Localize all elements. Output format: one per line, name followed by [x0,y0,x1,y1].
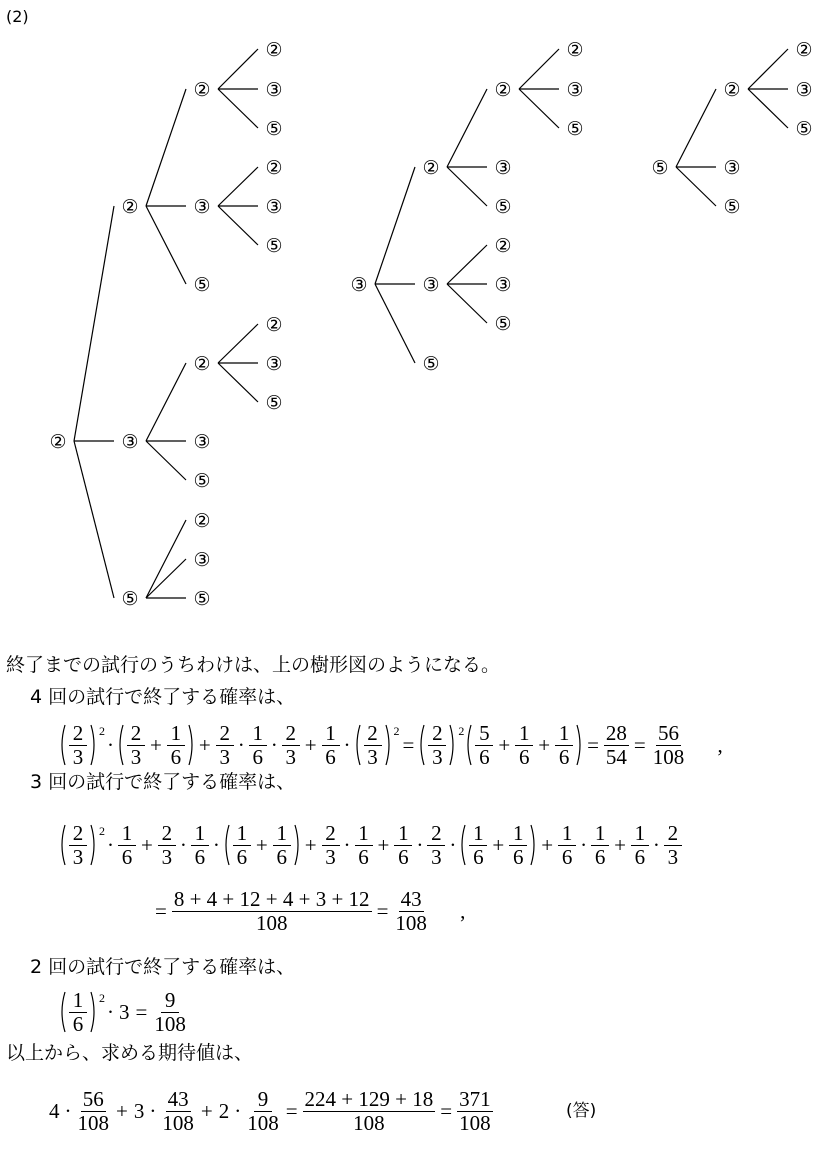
numerator: 1 [355,823,373,846]
tree-node: ② [193,353,211,375]
numerator: 1 [591,823,609,846]
left-paren [58,723,67,767]
answer-mark: (答) [566,1101,597,1121]
left-paren [58,823,67,867]
denominator: 6 [479,744,490,769]
fraction [509,820,527,869]
dot-operator: · [237,732,245,757]
fraction [428,720,446,769]
exponent: 2 [99,823,105,838]
fraction [69,820,87,869]
denominator: 6 [518,744,530,769]
fraction [303,1086,436,1135]
left-paren [353,723,362,767]
parenthesized-group [58,720,105,769]
denominator: 6 [473,844,484,869]
fraction [273,820,291,869]
fraction [355,820,373,869]
fraction [555,720,573,769]
tree-node: ⑤ [265,118,283,140]
tree-branch [676,89,716,167]
right-paren [448,723,457,767]
tree-branch [676,167,716,206]
numerator: 224 + 129 + 18 [304,1086,434,1111]
two-trials-text: 2 回の試行で終了する確率は、 [30,956,296,978]
tree-branch [218,167,258,206]
denominator: 6 [276,844,287,869]
fraction [191,820,209,869]
right-paren [89,823,98,867]
tree-node: ⑤ [494,196,512,218]
denominator: 6 [558,744,570,769]
right-paren [89,723,98,767]
tree-node: ② [265,157,283,179]
numerator: 28 [605,720,627,745]
numerator: 56 [658,720,679,745]
math-symbol: + [141,832,153,857]
right-paren [529,823,538,867]
fraction [591,820,609,869]
left-paren [58,990,67,1034]
denominator: 108 [162,1110,194,1135]
exponent: 2 [393,723,400,738]
fraction [282,720,300,769]
fraction [245,1086,281,1135]
numerator: 5 [475,723,493,746]
left-paren [464,723,473,767]
tree-branch [375,284,415,363]
right-paren [384,723,393,767]
fraction [172,886,372,935]
tree-branch [146,363,186,441]
numerator: 1 [322,723,340,746]
math-symbol: + [304,832,317,857]
fraction [457,1086,493,1135]
tree-node: ⑤ [265,235,283,257]
tree-node: ② [494,235,512,257]
tree-node: ② [193,510,211,532]
denominator: 3 [285,744,296,769]
denominator: 3 [367,744,378,769]
tree-branch [447,167,487,206]
math-symbol: + [200,1098,213,1123]
denominator: 3 [432,744,443,769]
denominator: 6 [194,844,206,869]
parenthesized-group [353,720,400,769]
numerator: 1 [167,723,185,746]
tree-node: ⑤ [422,353,440,375]
fraction [233,820,251,869]
tree-branch [218,324,258,363]
fraction [427,820,445,869]
tree-node: ③ [795,79,813,101]
fraction [631,820,649,869]
tree-branch [74,441,114,598]
fraction [167,720,185,769]
fraction [469,820,487,869]
dot-operator: · [580,832,588,857]
three-trials-text: 3 回の試行で終了する確率は、 [30,771,296,793]
tree-node: ③ [265,196,283,218]
math-symbol: = [587,732,599,757]
tree-node: ③ [121,431,139,453]
parenthesized-group [58,820,105,869]
numerator: 1 [555,723,573,746]
dot-operator: · [64,1098,72,1123]
dot-operator: · [212,832,220,857]
denominator: 108 [395,910,427,935]
equation-expected-value [46,1088,495,1134]
dot-operator: · [107,732,114,757]
denominator: 6 [325,744,336,769]
fraction [127,720,145,769]
numerator: 2 [664,823,682,846]
tree-node: ⑤ [193,274,211,296]
denominator: 3 [325,844,336,869]
tree-node: ⑤ [566,118,584,140]
denominator: 6 [398,844,409,869]
tree-node: ⑤ [121,588,139,610]
math-symbol: 2 [218,1098,230,1123]
dot-operator: · [270,732,278,757]
tree-node: ② [723,79,741,101]
tree-branch [519,89,559,128]
tree-node: ② [422,157,440,179]
math-symbol: + [541,832,554,857]
exponent: 2 [99,990,105,1005]
numerator: 2 [322,823,340,846]
tree-branch [218,89,258,128]
fraction [394,820,412,869]
denominator: 108 [652,744,685,769]
numerator: 1 [249,723,267,746]
tree-node: ⑤ [193,588,211,610]
math-symbol: , [433,898,466,923]
tree-node: ② [795,39,813,61]
math-symbol: + [538,732,551,757]
fraction [558,820,576,869]
dot-operator: · [652,832,660,857]
tree-branch [146,559,186,598]
math-symbol: + [304,732,317,757]
denominator: 3 [130,744,142,769]
math-symbol: + [150,732,162,757]
right-paren [187,723,196,767]
tree-node: ③ [193,196,211,218]
numerator: 2 [216,723,234,746]
denominator: 6 [252,744,263,769]
parenthesized-group [458,820,538,869]
dot-operator: · [179,832,187,857]
equation-three-trials [58,822,684,868]
fraction [475,720,493,769]
numerator: 1 [558,823,576,846]
tree-branch [146,206,186,284]
numerator: 1 [394,823,412,846]
equation-four-trials [58,722,726,768]
fraction [118,820,136,869]
numerator: 1 [273,823,291,846]
dot-operator: · [343,732,351,757]
tree-node: ② [121,196,139,218]
tree-branch [146,89,186,206]
tree-node: ③ [265,353,283,375]
tree-node: ③ [566,79,584,101]
tree-branch [74,206,114,441]
tree-node: ⑤ [494,313,512,335]
right-paren [293,823,302,867]
numerator: 2 [127,723,145,746]
parenthesized-group [58,987,105,1036]
four-trials-text: 4 回の試行で終了する確率は、 [30,686,296,708]
numerator: 1 [469,823,487,846]
math-symbol: = [440,1098,453,1123]
dot-operator: · [416,832,424,857]
tree-node: ⑤ [651,157,669,179]
left-paren [458,823,467,867]
parenthesized-group [116,720,196,769]
math-symbol: , [691,732,723,757]
numerator: 1 [191,823,209,846]
tree-node: ③ [494,157,512,179]
denominator: 6 [594,844,606,869]
fraction [322,820,340,869]
equation-two-trials [58,989,190,1035]
fraction [69,987,87,1036]
fraction [158,820,176,869]
math-symbol: + [614,832,626,857]
tree-branch [218,49,258,89]
math-symbol: = [402,732,415,757]
numerator: 2 [158,823,176,846]
tree-node: ③ [494,274,512,296]
tree-node: ⑤ [723,196,741,218]
tree-node: ⑤ [265,392,283,414]
tree-node: ② [49,431,67,453]
denominator: 108 [459,1110,491,1135]
numerator: 9 [254,1089,272,1112]
dot-operator: · [107,832,114,857]
math-symbol: + [255,832,268,857]
tree-node: ② [494,79,512,101]
denominator: 3 [219,744,230,769]
tree-node: ③ [350,274,368,296]
denominator: 6 [358,844,369,869]
left-paren [116,723,125,767]
denominator: 6 [170,744,182,769]
denominator: 3 [72,844,84,869]
dot-operator: · [107,999,114,1024]
denominator: 108 [154,1011,186,1036]
fraction [664,820,682,869]
denominator: 3 [161,844,173,869]
tree-branch [748,49,788,89]
tree-branch [519,49,559,89]
tree-node: ③ [422,274,440,296]
denominator: 108 [77,1110,109,1135]
fraction [322,720,340,769]
conclusion-text: 以上から、求める期待値は、 [6,1042,254,1064]
math-symbol: = [376,898,389,923]
numerator: 43 [167,1086,189,1111]
left-paren [222,823,231,867]
tree-branch [146,520,186,598]
denominator: 3 [667,844,679,869]
math-symbol: + [116,1098,128,1123]
denominator: 54 [605,744,627,769]
denominator: 6 [121,844,133,869]
numerator: 1 [69,990,87,1013]
tree-branch [146,441,186,480]
fraction [216,720,234,769]
parenthesized-group [417,720,465,769]
fraction [160,1086,196,1135]
tree-node: ③ [723,157,741,179]
dot-operator: · [449,832,457,857]
math-symbol: 3 [133,1098,145,1123]
problem-part-label: (2) [6,7,29,26]
numerator: 1 [118,823,136,846]
math-symbol: + [198,732,211,757]
fraction [364,720,382,769]
math-symbol: = [285,1098,298,1123]
tree-node: ⑤ [795,118,813,140]
tree-node: ③ [193,431,211,453]
tree-node: ③ [193,549,211,571]
denominator: 108 [255,910,288,935]
math-symbol: 4 [49,1098,60,1123]
exponent: 2 [99,723,105,738]
numerator: 2 [364,723,382,746]
numerator: 1 [515,723,533,746]
tree-branch [375,167,415,284]
tree-branch [218,363,258,402]
numerator: 1 [631,823,649,846]
numerator: 2 [69,823,87,846]
dot-operator: · [343,832,351,857]
denominator: 108 [247,1110,279,1135]
numerator: 2 [427,823,445,846]
fraction [69,720,87,769]
denominator: 6 [72,1011,84,1036]
numerator: 2 [282,723,300,746]
numerator: 43 [400,886,422,911]
dot-operator: · [234,1098,242,1123]
left-paren [417,723,426,767]
tree-node: ② [566,39,584,61]
equation-three-trials-result [152,888,468,934]
numerator: 9 [161,990,179,1013]
tree-node: ② [265,39,283,61]
tree-node: ③ [265,79,283,101]
denominator: 6 [236,844,248,869]
tree-branch [447,89,487,167]
denominator: 6 [634,844,646,869]
fraction [249,720,267,769]
tree-node: ② [193,79,211,101]
math-symbol: + [498,732,511,757]
parenthesized-group [222,820,302,869]
tree-branch [218,206,258,245]
math-symbol: = [155,898,167,923]
numerator: 1 [233,823,251,846]
fraction [393,886,429,935]
fraction [604,720,629,769]
denominator: 3 [72,744,84,769]
tree-branch [447,284,487,323]
numerator: 2 [428,723,446,746]
math-symbol: + [492,832,505,857]
math-symbol: + [377,832,390,857]
tree-node: ② [265,314,283,336]
tree-branch [748,89,788,128]
math-symbol: = [633,732,646,757]
math-symbol: = [135,999,148,1024]
denominator: 108 [353,1110,385,1135]
numerator: 56 [82,1086,104,1111]
right-paren [89,990,98,1034]
fraction [76,1086,112,1135]
fraction [651,720,687,769]
fraction [515,720,533,769]
right-paren [575,723,584,767]
parenthesized-group [464,720,584,769]
math-symbol: 3 [119,999,130,1024]
denominator: 6 [561,844,573,869]
numerator: 8 + 4 + 12 + 4 + 3 + 12 [173,886,370,911]
intro-text: 終了までの試行のうちわけは、上の樹形図のようになる。 [6,654,501,676]
denominator: 3 [431,844,442,869]
denominator: 6 [512,844,524,869]
tree-branch [447,245,487,284]
tree-node: ⑤ [193,470,211,492]
fraction [152,987,188,1036]
numerator: 371 [459,1086,491,1111]
numerator: 1 [509,823,527,846]
exponent: 2 [458,723,465,738]
dot-operator: · [149,1098,157,1123]
numerator: 2 [69,723,87,746]
